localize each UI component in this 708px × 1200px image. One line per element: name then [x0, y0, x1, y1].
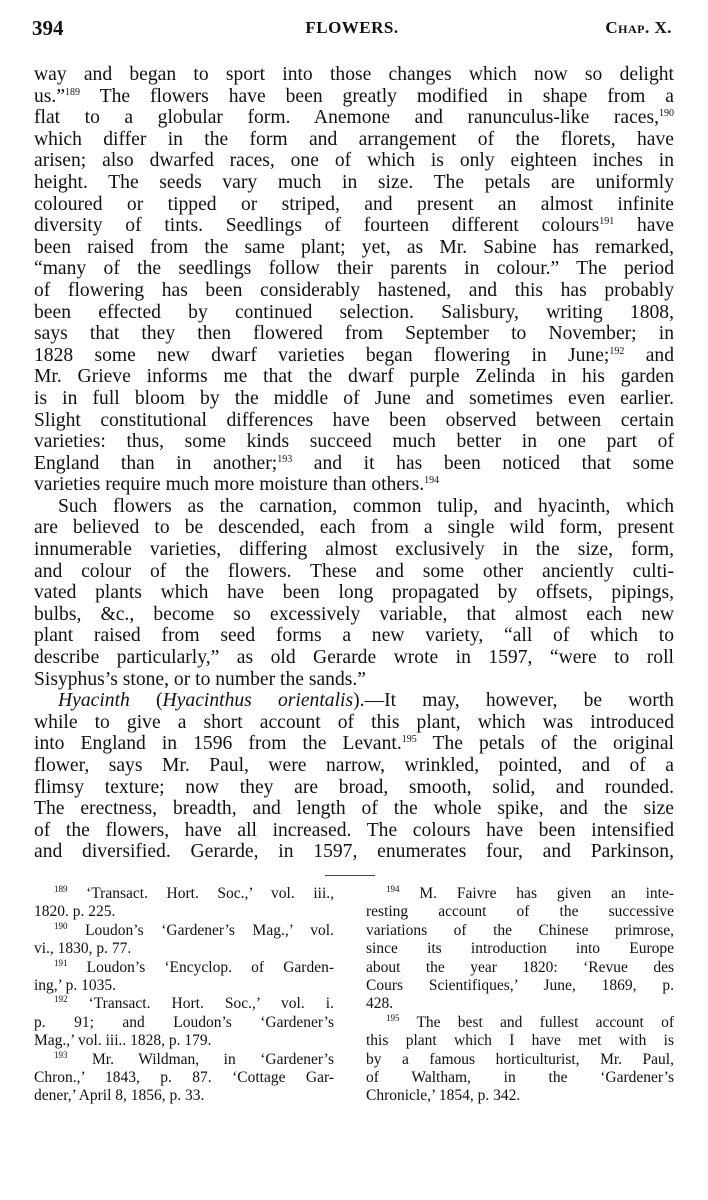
text-line: [34, 237, 674, 259]
text-run: Sisyphus’s stone, or to number the sands.”: [34, 668, 366, 690]
page-header: [32, 16, 672, 42]
footnote-line: [366, 922, 674, 940]
text-line: [34, 841, 674, 863]
text-line: [34, 755, 674, 777]
footnotes-left-column: [34, 885, 334, 1106]
text-line: [34, 712, 674, 734]
text-line: [34, 366, 674, 388]
text-run: us.”: [34, 85, 66, 107]
text-run: The petals of the original: [416, 733, 674, 755]
page-number: 394: [32, 16, 64, 40]
footnote-text: M. Faivre has given an inte-: [399, 885, 674, 902]
text-run: flat to a globular form. Anemone and ranunculus-like races,: [34, 107, 659, 129]
footnote-text: about the year 1820: ‘Revue des: [366, 958, 674, 976]
text-run: Mr. Grieve informs me that the dwarf purple Zelinda in his garden: [34, 366, 674, 388]
text-run: diversity of tints. Seedlings of fourteen different colours: [34, 215, 600, 237]
footnote-number: 190: [54, 920, 68, 931]
text-run: 1828 some new dwarf varieties began flowering in June;: [34, 344, 610, 366]
text-line: [34, 517, 674, 539]
footnote-text: vi., 1830, p. 77.: [34, 940, 132, 958]
text-line: [34, 431, 674, 453]
text-line: [34, 215, 674, 237]
text-line: [34, 690, 674, 712]
text-run: which differ in the form and arrangement of the florets, have: [34, 128, 674, 150]
footnote-marker: 191: [599, 216, 615, 228]
footnote-line: [366, 1014, 674, 1032]
text-run: varieties require much more moisture than others.: [34, 474, 425, 496]
running-title: FLOWERS.: [305, 18, 399, 37]
text-run: vated plants which have been long propagated by offsets, pipings,: [34, 582, 674, 604]
text-run: of the flowers, have all increased. The colours have been intensified: [34, 819, 674, 841]
footnote-line: [34, 903, 334, 921]
text-line: [34, 258, 674, 280]
footnote-marker: 195: [401, 734, 417, 746]
footnote-number: 189: [54, 884, 68, 894]
footnote-text: since its introduction into Europe: [366, 940, 674, 958]
text-line: [34, 820, 674, 842]
text-run: Slight constitutional differences have been observed between certain: [34, 409, 674, 431]
text-line: [34, 410, 674, 432]
footnote-line: [34, 959, 334, 977]
text-line: [34, 107, 674, 129]
footnote-text: variations of the Chinese primrose,: [366, 921, 674, 939]
text-run: “many of the seedlings follow their parents in colour.” The period: [34, 258, 674, 280]
footnote-marker: 194: [424, 475, 440, 487]
text-run: (: [129, 690, 163, 712]
text-line: [34, 733, 674, 755]
footnote-line: [34, 1051, 334, 1069]
footnote-text: Mr. Wildman, in ‘Gardener’s: [67, 1050, 334, 1068]
footnote-text: p. 91; and Loudon’s ‘Gardener’s: [34, 1013, 334, 1031]
text-run: innumerable varieties, differing almost exclusively in the size, form,: [34, 539, 674, 561]
text-line: [34, 388, 674, 410]
text-line: [34, 798, 674, 820]
text-run: The erectness, breadth, and length of the whole spike, and the size: [34, 798, 674, 820]
text-run: height. The seeds vary much in size. The petals are uniformly: [34, 171, 674, 193]
footnote-line: [34, 940, 334, 958]
text-run: describe particularly,” as old Gerarde wrote in 1597, “were to roll: [34, 647, 674, 669]
chapter-label: Chap. X.: [605, 18, 672, 37]
footnotes-right-column: [366, 885, 674, 1106]
italic-text: Hyacinth: [58, 690, 130, 712]
footnote-divider: [325, 875, 375, 876]
footnote-line: [366, 1069, 674, 1087]
text-run: coloured or tipped or striped, and present an almost infinite: [34, 193, 674, 215]
footnote-text: Chronicle,’ 1854, p. 342.: [366, 1087, 521, 1105]
text-line: [34, 777, 674, 799]
footnote-marker: 193: [277, 453, 293, 465]
footnote-number: 191: [54, 957, 68, 968]
text-line: [34, 539, 674, 561]
footnote-line: [34, 922, 334, 940]
footnote-text: dener,’ April 8, 1856, p. 33.: [34, 1087, 205, 1105]
text-run: while to give a short account of this plant, which was introduced: [34, 711, 674, 733]
text-run: of flowering has been considerably hastened, and this has probably: [34, 279, 674, 301]
footnote-text: Loudon’s ‘Gardener’s Mag.,’ vol.: [67, 921, 334, 939]
text-line: [34, 647, 674, 669]
text-line: [34, 129, 674, 151]
footnote-number: 192: [54, 994, 68, 1005]
text-line: [34, 302, 674, 324]
text-run: plant raised from seed forms a new variety, “all of which to: [34, 625, 674, 647]
text-run: Such flowers as the carnation, common tulip, and hyacinth, which: [58, 495, 674, 517]
text-run: The flowers have been greatly modified in shape from a: [80, 85, 674, 107]
text-run: flower, says Mr. Paul, were narrow, wrinkled, pointed, and of a: [34, 755, 674, 776]
footnote-marker: 192: [609, 345, 625, 357]
footnote-text: resting account of the successive: [366, 903, 674, 921]
footnote-number: 193: [54, 1049, 68, 1060]
text-line: [34, 561, 674, 583]
footnote-line: [366, 995, 674, 1013]
footnote-text: 1820. p. 225.: [34, 903, 116, 921]
footnote-text: this plant which I have met with is: [366, 1032, 674, 1050]
footnote-text: ‘Transact. Hort. Soc.,’ vol. i.: [67, 995, 334, 1013]
footnote-number: 194: [386, 884, 400, 894]
footnote-text: The best and fullest account of: [399, 1013, 674, 1031]
text-run: England than in another;: [34, 452, 278, 474]
text-run: been raised from the same plant; yet, as Mr. Sabine has remarked,: [34, 236, 674, 258]
text-run: and diversified. Gerarde, in 1597, enumerates four, and Parkinson,: [34, 841, 674, 863]
text-run: into England in 1596 from the Levant.: [34, 733, 402, 755]
text-line: [34, 604, 674, 626]
footnote-line: [366, 940, 674, 958]
text-run: bulbs, &c., become so excessively variable, that almost each new: [34, 603, 674, 625]
text-run: and it has been noticed that some: [292, 452, 674, 474]
text-line: [34, 669, 674, 691]
text-run: varieties: thus, some kinds succeed much better in one part of: [34, 431, 674, 453]
footnote-marker: 190: [659, 108, 674, 120]
text-run: and: [624, 344, 674, 366]
text-line: [34, 474, 674, 496]
text-line: [34, 172, 674, 194]
footnote-line: [34, 1087, 334, 1105]
text-line: [34, 64, 674, 86]
text-run: been effected by continued selection. Salisbury, writing 1808,: [34, 301, 674, 323]
footnote-text: of Waltham, in the ‘Gardener’s: [366, 1069, 674, 1087]
text-line: [34, 194, 674, 216]
text-line: [34, 323, 674, 345]
text-line: [34, 86, 674, 108]
footnote-line: [366, 903, 674, 921]
footnote-text: Mag.,’ vol. iii.. 1828, p. 179.: [34, 1032, 212, 1050]
text-line: [34, 625, 674, 647]
footnote-line: [34, 1069, 334, 1087]
text-line: [34, 453, 674, 475]
footnote-line: [366, 959, 674, 977]
footnote-line: [34, 995, 334, 1013]
footnote-line: [366, 1051, 674, 1069]
footnote-text: by a famous horticulturist, Mr. Paul,: [366, 1050, 674, 1068]
footnote-line: [366, 977, 674, 995]
footnote-line: [366, 885, 674, 903]
text-run: and colour of the flowers. These and some other anciently culti-: [34, 560, 674, 582]
footnote-text: ‘Transact. Hort. Soc.,’ vol. iii.,: [67, 885, 334, 902]
text-run: ).—It may, however, be worth: [353, 690, 674, 712]
text-run: way and began to sport into those changes which now so delight: [34, 64, 674, 85]
footnote-text: Chron.,’ 1843, p. 87. ‘Cottage Gar-: [34, 1069, 334, 1087]
text-line: [34, 150, 674, 172]
footnote-text: Loudon’s ‘Encyclop. of Garden-: [67, 958, 334, 976]
footnote-line: [34, 885, 334, 903]
text-run: have: [614, 215, 674, 237]
text-line: [34, 280, 674, 302]
footnote-text: ing,’ p. 1035.: [34, 977, 116, 995]
text-run: are believed to be descended, each from a single wild form, present: [34, 517, 674, 539]
footnote-line: [366, 1087, 674, 1105]
text-run: flimsy texture; now they are broad, smooth, solid, and rounded.: [34, 776, 674, 798]
footnote-line: [34, 1014, 334, 1032]
footnote-line: [34, 1032, 334, 1050]
text-line: [34, 582, 674, 604]
footnote-text: Cours Scientifiques,’ June, 1869, p.: [366, 977, 674, 995]
text-run: arisen; also dwarfed races, one of which is only eighteen inches in: [34, 150, 674, 172]
footnote-text: 428.: [366, 995, 394, 1013]
text-line: [34, 496, 674, 518]
body-text: [34, 64, 674, 863]
footnote-line: [366, 1032, 674, 1050]
footnote-marker: 189: [65, 86, 81, 98]
text-run: is in full bloom by the middle of June and sometimes even earlier.: [34, 387, 674, 409]
text-line: [34, 345, 674, 367]
footnote-number: 195: [386, 1012, 400, 1023]
footnote-line: [34, 977, 334, 995]
italic-text: Hyacinthus orientalis: [162, 690, 354, 712]
text-run: says that they then flowered from September to November; in: [34, 323, 674, 345]
